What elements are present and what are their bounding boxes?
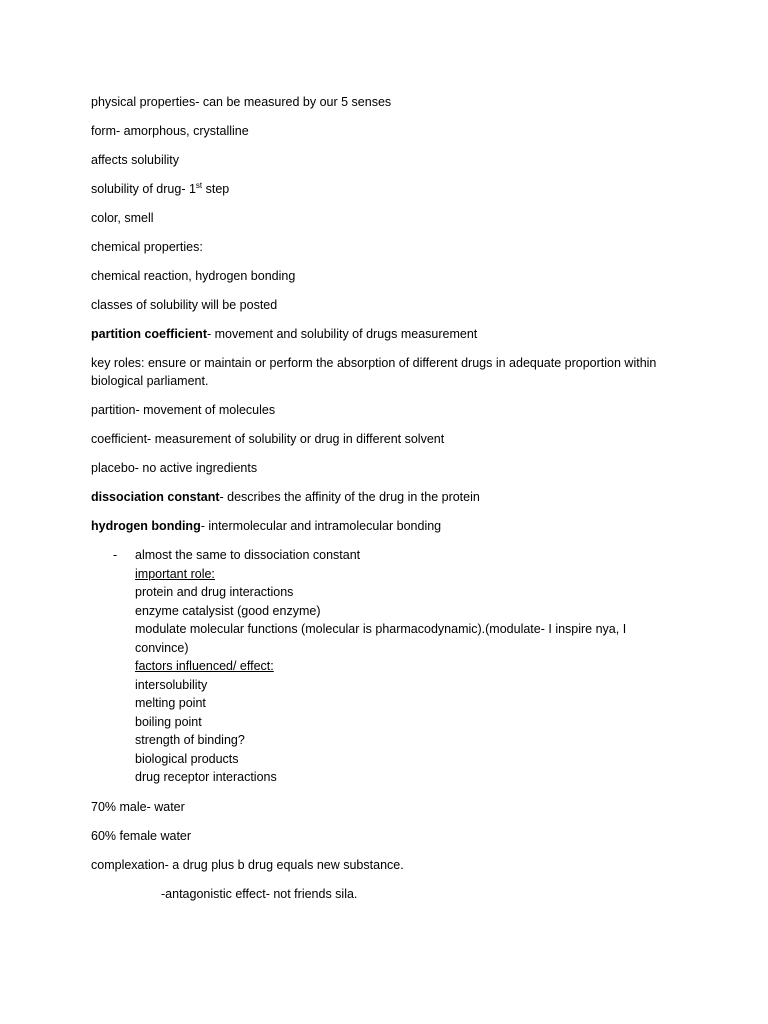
bullet-line: boiling point <box>135 714 202 729</box>
note-line: -antagonistic effect- not friends sila. <box>161 886 358 901</box>
note-line: 60% female water <box>91 828 192 843</box>
notes-body <box>91 93 691 914</box>
bullet-list <box>91 546 691 787</box>
note-text: - intermolecular and intramolecular bonding <box>200 519 442 533</box>
note-line: key roles: ensure or maintain or perform the absorption of different drugs in adequate proportion within biological parliament. <box>91 356 657 388</box>
term-bold: dissociation constant <box>91 490 220 504</box>
note-line <box>91 180 691 198</box>
bullet-line: melting point <box>135 696 206 710</box>
bullet-line: strength of binding? <box>135 733 245 747</box>
note-line <box>91 517 691 535</box>
note-line: physical properties- can be measured by our 5 senses <box>91 95 392 109</box>
bullet-line: enzyme catalysist (good enzyme) <box>135 603 321 618</box>
bullet-subheading: factors influenced/ effect: <box>135 659 274 673</box>
bullet-line: intersolubility <box>135 677 208 692</box>
note-line: coefficient- measurement of solubility or drug in different solvent <box>91 432 445 446</box>
bullet-subheading: important role: <box>135 566 215 581</box>
bullet-line: almost the same to dissociation constant <box>135 548 361 562</box>
superscript: st <box>195 180 203 190</box>
term-bold: partition coefficient <box>91 327 207 341</box>
bullet-line: drug receptor interactions <box>135 770 277 784</box>
note-text: - movement and solubility of drugs measurement <box>206 327 478 341</box>
note-text: - describes the affinity of the drug in the protein <box>219 490 480 504</box>
note-line: chemical properties: <box>91 240 203 254</box>
note-line: color, smell <box>91 211 154 225</box>
bullet-line: biological products <box>135 751 239 766</box>
bullet-dash: - <box>113 548 118 562</box>
note-line: classes of solubility will be posted <box>91 298 278 312</box>
note-text: solubility of drug- 1 <box>91 182 196 196</box>
note-line <box>91 325 691 343</box>
note-line: complexation- a drug plus b drug equals new substance. <box>91 857 404 872</box>
term-bold: hydrogen bonding <box>91 519 201 533</box>
note-line: partition- movement of molecules <box>91 403 276 417</box>
note-line: chemical reaction, hydrogen bonding <box>91 269 296 283</box>
note-line: affects solubility <box>91 153 180 167</box>
note-line: 70% male- water <box>91 799 185 814</box>
bullet-line: modulate molecular functions (molecular is pharmacodynamic).(modulate- I inspire nya, I convince) <box>135 622 627 655</box>
note-line <box>91 488 691 506</box>
bullet-line: protein and drug interactions <box>135 585 294 599</box>
note-line: placebo- no active ingredients <box>91 461 258 475</box>
note-text: step <box>202 182 230 196</box>
note-line: form- amorphous, crystalline <box>91 124 249 138</box>
